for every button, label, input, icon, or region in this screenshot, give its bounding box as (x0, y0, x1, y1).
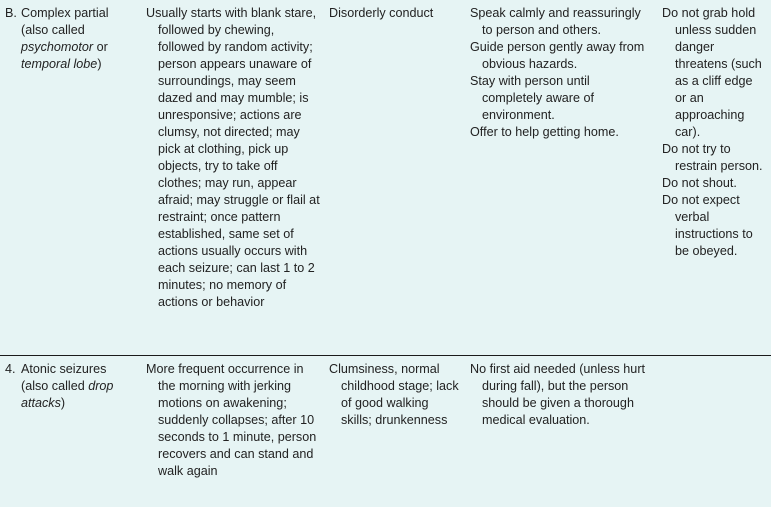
first-aid-item: Stay with person until completely aware of environment. (470, 73, 653, 124)
symptoms-cell: Usually starts with blank stare, followed by chewing, followed by random activity; person appears unaware of surroundings, may seem dazed and may mumble; is unresponsive; actions are clumsy, not directed; may pick at clothing, pick up objects, try to take off clothes; may run, appear afraid; may struggle or flail at restraint; once pattern established, same set of actions usually occurs with each seizure; can last 1 to 2 minutes; no memory of actions or behavior (141, 0, 324, 356)
first-aid-item: No first aid needed (unless hurt during fall), but the person should be given a thorough medical evaluation. (470, 361, 653, 429)
dont-item: Do not shout. (662, 175, 767, 192)
seizure-type-cell (0, 0, 141, 356)
dont-item: Do not grab hold unless sudden danger threatens (such as a cliff edge or an approaching car). (662, 5, 767, 141)
first-aid-item: Offer to help getting home. (470, 124, 653, 141)
first-aid-item: Guide person gently away from obvious hazards. (470, 39, 653, 73)
row-number: B. (5, 5, 21, 73)
dont-cell (657, 0, 771, 356)
mistaken-for-cell: Clumsiness, normal childhood stage; lack of good walking skills; drunkenness (324, 356, 465, 507)
table-row (0, 356, 771, 507)
seizure-type-cell (0, 356, 141, 507)
dont-item: Do not try to restrain person. (662, 141, 767, 175)
mistaken-for-cell: Disorderly conduct (324, 0, 465, 356)
seizure-type-label: Atonic seizures (also called drop attacks) (21, 361, 137, 412)
first-aid-cell (465, 356, 657, 507)
first-aid-cell (465, 0, 657, 356)
first-aid-item: Speak calmly and reassuringly to person and others. (470, 5, 653, 39)
dont-cell (657, 356, 771, 507)
dont-item: Do not expect verbal instructions to be obeyed. (662, 192, 767, 260)
symptoms-cell: More frequent occurrence in the morning with jerking motions on awakening; suddenly collapses; after 10 seconds to 1 minute, person recovers and can stand and walk again (141, 356, 324, 507)
row-number: 4. (5, 361, 21, 412)
seizure-type-label: Complex partial (also called psychomotor or temporal lobe) (21, 5, 137, 73)
